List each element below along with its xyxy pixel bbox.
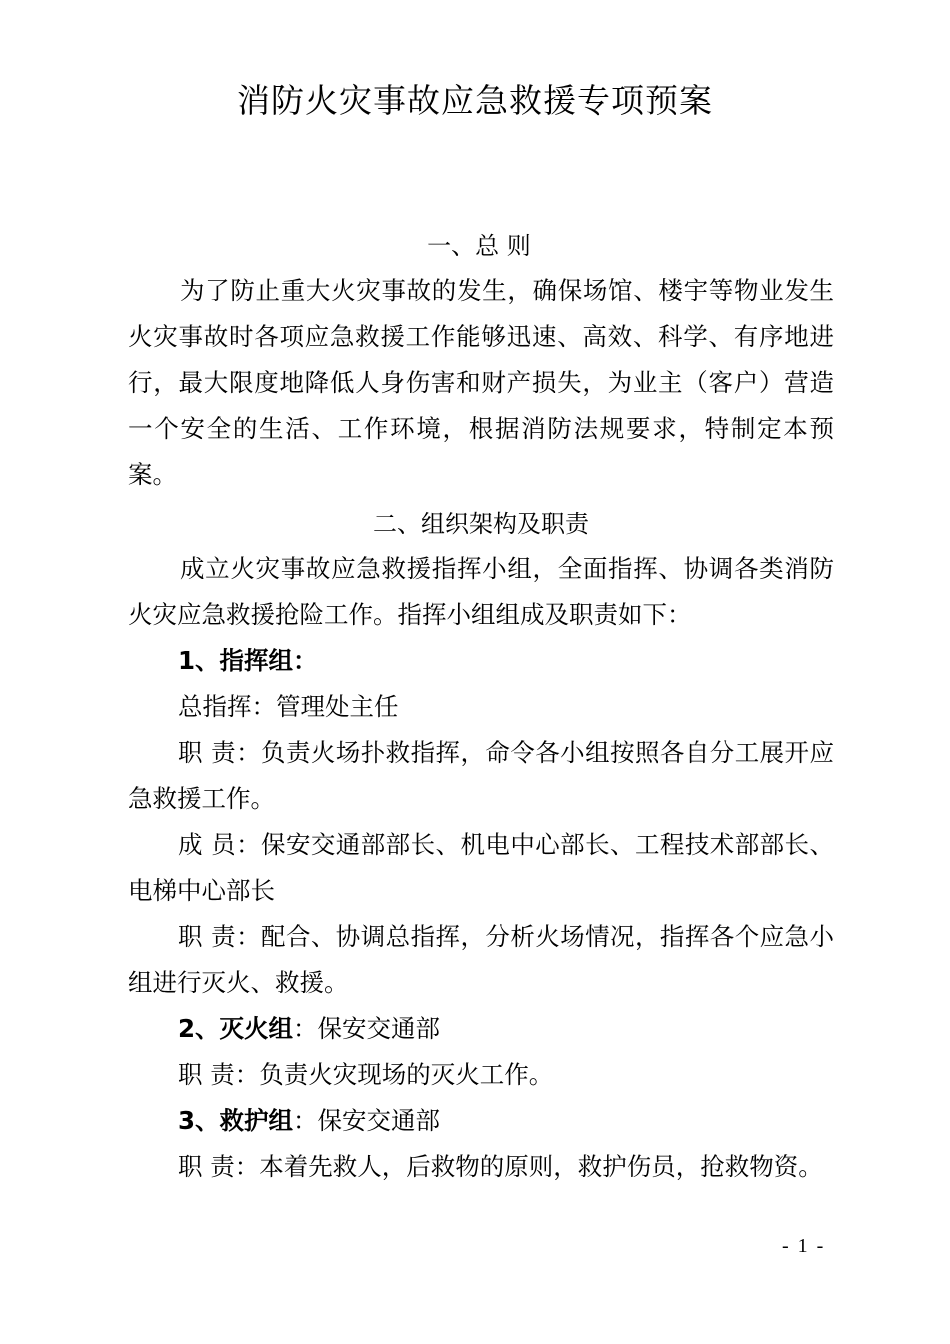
general-paragraph: 为了防止重大火灾事故的发生，确保场馆、楼宇等物业发生火灾事故时各项应急救援工作能够迅速、高效、科学、有序地进行，最大限度地降低人身伤害和财产损失，为业主（客户）营造一个安全的生活、工作环境，根据消防法规要求，特制定本预案。 (128, 276, 834, 489)
section-heading-organization: 二、组织架构及职责 (373, 510, 589, 538)
page-number: - 1 - (782, 1235, 826, 1257)
organization-intro-paragraph: 成立火灾事故应急救援指挥小组，全面指挥、协调各类消防火灾应急救援抢险工作。指挥小组组成及职责如下： (128, 554, 834, 629)
rescue-duty-line: 职 责：本着先救人，后救物的原则，救护伤员，抢救物资。 (178, 1152, 823, 1181)
commander-line: 总指挥：管理处主任 (178, 692, 399, 721)
rescue-group-line (128, 1098, 834, 1144)
members-paragraph: 成 员：保安交通部部长、机电中心部长、工程技术部部长、电梯中心部长 (128, 830, 834, 905)
document-title: 消防火灾事故应急救援专项预案 (237, 81, 713, 120)
section-heading-general: 一、总 则 (427, 232, 531, 260)
commander-duty-paragraph: 职 责：负责火场扑救指挥，命令各小组按照各自分工展开应急救援工作。 (128, 738, 834, 813)
members-duty-paragraph: 职 责：配合、协调总指挥，分析火场情况，指挥各个应急小组进行灭火、救援。 (128, 922, 834, 997)
rescue-group-department: ：保安交通部 (293, 1106, 441, 1135)
rescue-group-label: 3、救护组 (178, 1106, 294, 1135)
firefighting-duty-line: 职 责：负责火灾现场的灭火工作。 (178, 1060, 554, 1089)
firefighting-group-line (128, 1006, 834, 1052)
firefighting-group-department: ：保安交通部 (293, 1014, 441, 1043)
command-group-heading: 1、指挥组： (178, 646, 318, 675)
firefighting-group-label: 2、灭火组 (178, 1014, 294, 1043)
